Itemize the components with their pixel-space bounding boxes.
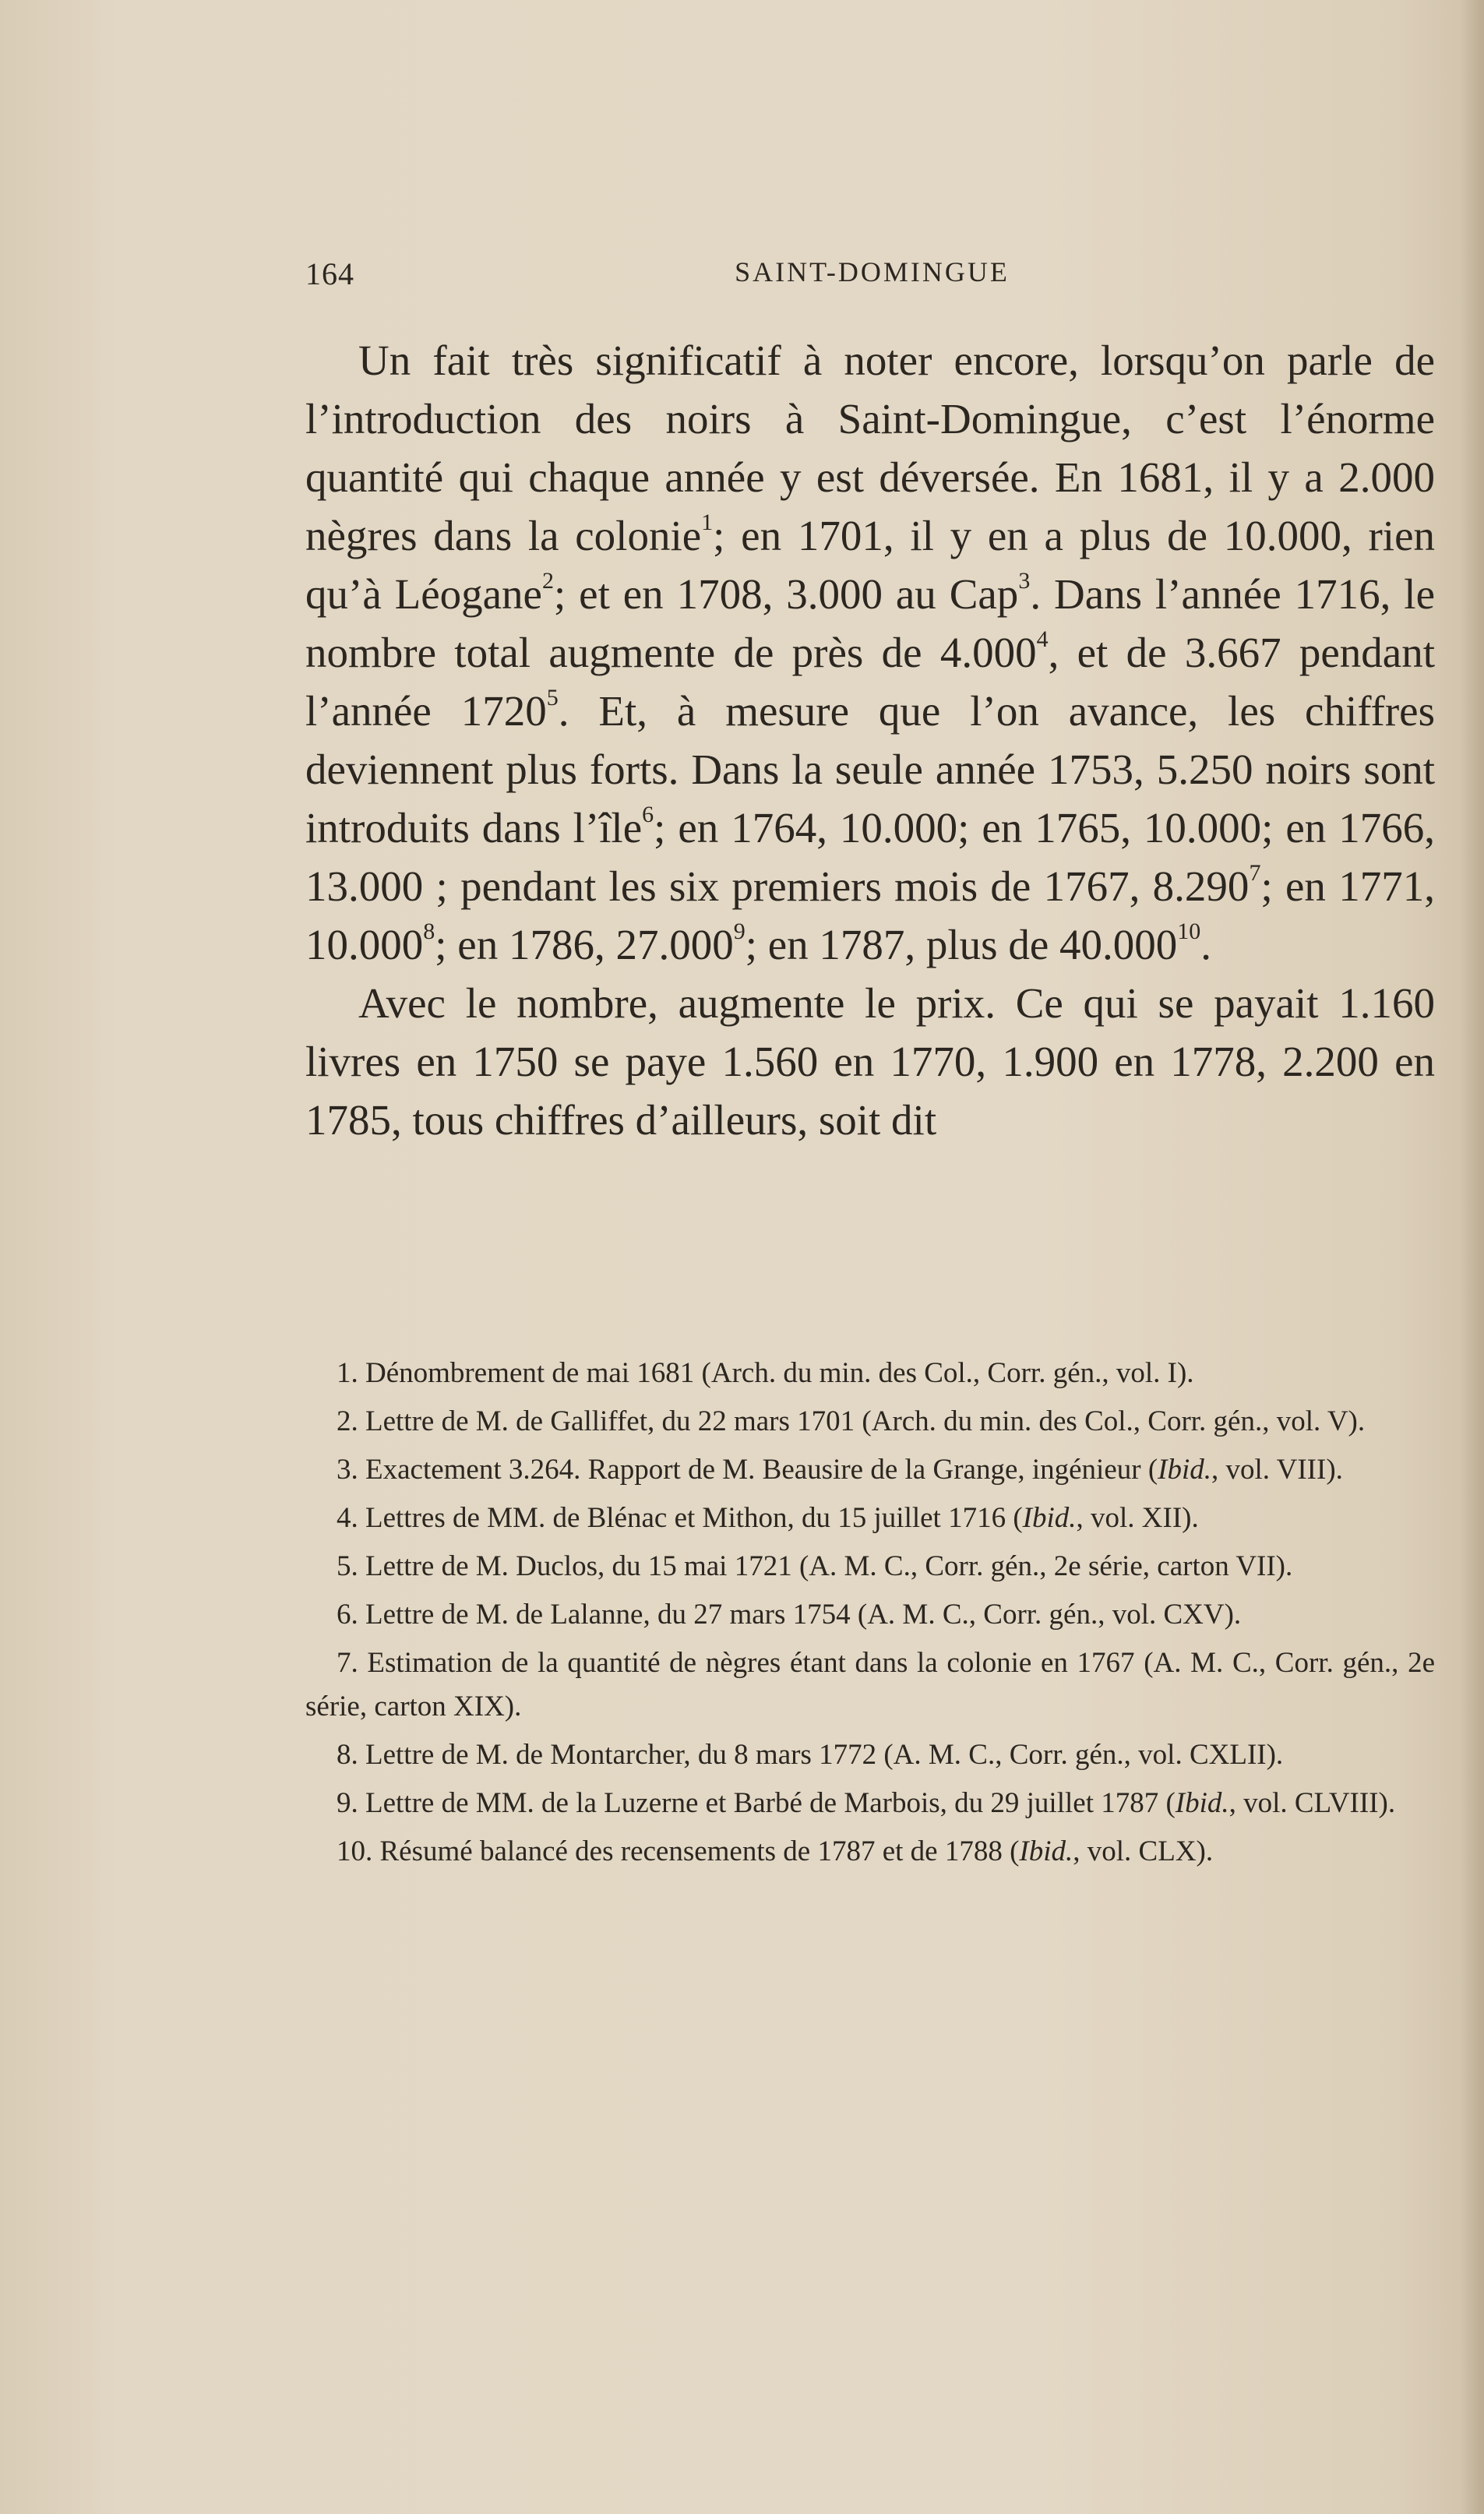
- page-number: 164: [305, 256, 354, 291]
- footnote-3: [305, 1448, 1435, 1492]
- footnote-ref-6: 6: [642, 802, 654, 827]
- footnote-ref-2: 2: [541, 568, 554, 594]
- text-run: 9. Lettre de MM. de la Luzerne et Barbé de Marbois, du 29 juillet 1787 (: [337, 1787, 1176, 1819]
- ibid-italic: Ibid.: [1019, 1835, 1073, 1867]
- text-run: . Et, à mesure que l’on avance, les chiffres deviennent plus forts. Dans la seule année 1753, 5.250 noirs sont introduits dans l’île: [305, 687, 1435, 852]
- footnote-6: 6. Lettre de M. de Lalanne, du 27 mars 1754 (A. M. C., Corr. gén., vol. CXV).: [337, 1599, 1242, 1631]
- footnote-1: 1. Dénombrement de mai 1681 (Arch. du min. des Col., Corr. gén., vol. I).: [337, 1357, 1194, 1389]
- footnote-ref-4: 4: [1036, 626, 1049, 652]
- footnote-ref-9: 9: [733, 919, 746, 944]
- page-header: [305, 256, 1439, 302]
- main-text: [305, 331, 1435, 1149]
- footnote-9: [305, 1782, 1435, 1825]
- text-run: 4. Lettres de MM. de Blénac et Mithon, du 15 juillet 1716 (: [337, 1502, 1023, 1534]
- text-run: , vol. CLVIII).: [1228, 1787, 1396, 1819]
- text-run: ; en 1787, plus de 40.000: [745, 921, 1178, 968]
- text-run: ; et en 1708, 3.000 au Cap: [553, 570, 1019, 618]
- footnote-ref-7: 7: [1249, 860, 1261, 886]
- footnote-ref-1: 1: [701, 509, 714, 535]
- footnote-7: 7. Estimation de la quantité de nègres étant dans la colonie en 1767 (A. M. C., Corr. gén., 2e série, carton XIX).: [305, 1647, 1435, 1722]
- footnote-ref-5: 5: [546, 685, 559, 710]
- text-run: , et de 3.667 pendant l’année 1720: [305, 629, 1435, 735]
- footnote-5: 5. Lettre de M. Duclos, du 15 mai 1721 (A. M. C., Corr. gén., 2e série, carton VII).: [337, 1550, 1293, 1582]
- footnote-8: 8. Lettre de M. de Montarcher, du 8 mars 1772 (A. M. C., Corr. gén., vol. CXLII).: [337, 1739, 1284, 1771]
- text-run: . Dans l’année 1716, le nombre total augmente de près de 4.000: [305, 570, 1435, 676]
- footnote-ref-3: 3: [1018, 568, 1031, 594]
- text-run: 3. Exactement 3.264. Rapport de M. Beausire de la Grange, ingénieur (: [337, 1454, 1158, 1486]
- text-run: ; en 1771, 10.000: [305, 862, 1435, 968]
- footnote-2: 2. Lettre de M. de Galliffet, du 22 mars 1701 (Arch. du min. des Col., Corr. gén., vol. V).: [337, 1405, 1366, 1437]
- paragraph-1: [305, 331, 1435, 974]
- text-run: .: [1200, 921, 1211, 968]
- footnotes: [305, 1352, 1435, 1878]
- text-run: ; en 1786, 27.000: [435, 921, 734, 968]
- ibid-italic: Ibid.: [1022, 1502, 1077, 1534]
- text-run: , vol. VIII).: [1211, 1454, 1343, 1486]
- page-edge-shadow: [1461, 0, 1484, 2514]
- running-head: SAINT-DOMINGUE: [735, 256, 1010, 287]
- paragraph-2: Avec le nombre, augmente le prix. Ce qui se payait 1.160 livres en 1750 se paye 1.560 en 1770, 1.900 en 1778, 2.200 en 1785, tous chiffres d’ailleurs, soit dit: [305, 979, 1435, 1144]
- text-run: ; en 1701, il y en a plus de 10.000, rien qu’à Léogane: [305, 512, 1435, 618]
- footnote-4: [305, 1497, 1435, 1540]
- text-run: 10. Résumé balancé des recensements de 1787 et de 1788 (: [337, 1835, 1020, 1867]
- footnote-ref-10: 10: [1177, 919, 1201, 944]
- footnote-ref-8: 8: [423, 919, 435, 944]
- ibid-italic: Ibid.: [1158, 1454, 1212, 1486]
- text-run: , vol. XII).: [1076, 1502, 1199, 1534]
- text-run: Un fait très significatif à noter encore, lorsqu’on parle de l’introduction des noirs à Saint-Domingue, c’est l’énorme quantité qui chaque année y est déversée. En 1681, il y a 2.000 nègres dans la colonie: [305, 337, 1435, 559]
- footnote-10: [305, 1830, 1435, 1874]
- text-run: , vol. CLX).: [1073, 1835, 1214, 1867]
- ibid-italic: Ibid.: [1175, 1787, 1229, 1819]
- text-run: ; en 1764, 10.000; en 1765, 10.000; en 1766, 13.000 ; pendant les six premiers mois de 1767, 8.290: [305, 804, 1436, 910]
